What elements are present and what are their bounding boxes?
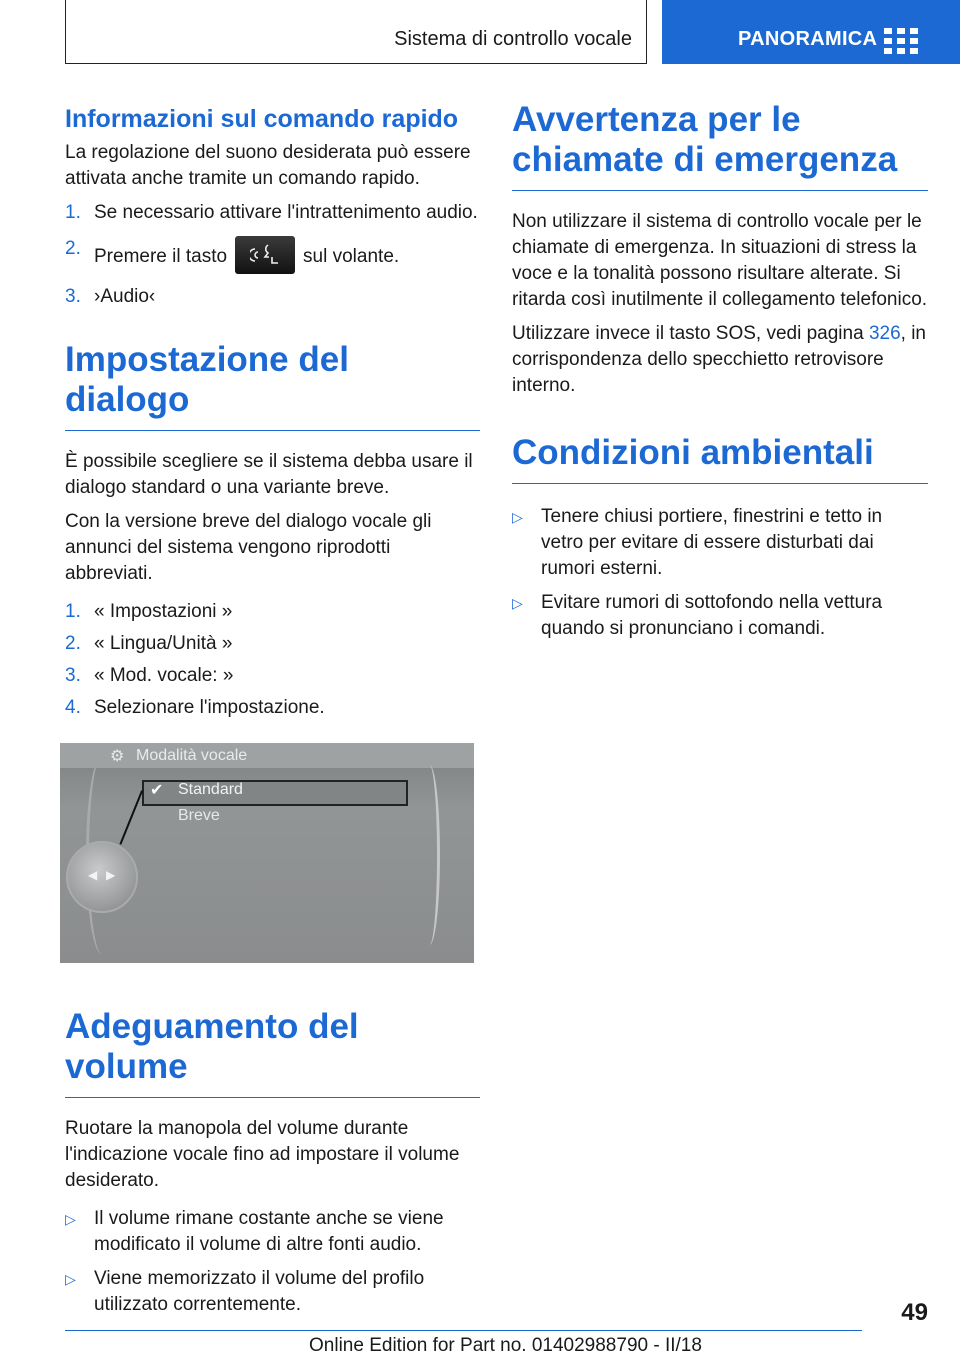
step-number: 3. (65, 286, 81, 307)
right-column (512, 100, 928, 650)
quick-command-intro: La regolazione del suono desiderata può essere attivata anche tramite un comando rapido. (65, 142, 471, 189)
footer-divider (65, 1330, 862, 1331)
list-item (65, 200, 480, 226)
step-number: 3. (65, 665, 81, 686)
volume-heading: Adeguamento del volume (65, 1007, 480, 1098)
step-text: ›Audio‹ (94, 286, 156, 307)
screen-title: Modalità vocale (136, 747, 248, 764)
step-number: 1. (65, 202, 81, 223)
footer-edition-text: Online Edition for Part no. 01402988790 - II/18 (309, 1335, 702, 1356)
page-link-326[interactable]: 326 (868, 323, 901, 344)
quick-command-steps (65, 200, 480, 310)
step-text: sul volante. (303, 246, 400, 267)
section-title: Sistema di controllo vocale (394, 28, 632, 50)
step-text: Se necessario attivare l'intrattenimento audio. (94, 202, 478, 223)
quick-command-heading: Informazioni sul comando rapido (65, 105, 459, 133)
chapter-nav-button[interactable] (662, 0, 960, 64)
right-arrow-icon: ▶ (106, 868, 116, 882)
list-item (65, 284, 480, 310)
pointer-line (119, 790, 143, 845)
list-item (65, 1266, 480, 1318)
volume-paragraph: Ruotare la manopola del volume durante l'indicazione vocale fino ad impostare il volume desiderato. (65, 1118, 460, 1191)
grid-menu-icon (884, 28, 918, 54)
checkmark-icon: ✔ (150, 782, 164, 799)
step-number: 2. (65, 238, 81, 259)
ambient-heading: Condizioni ambientali (512, 433, 928, 484)
step-number: 2. (65, 633, 81, 654)
triangle-bullet-icon: ▷ (512, 595, 523, 611)
triangle-bullet-icon: ▷ (512, 509, 523, 525)
left-column (65, 100, 480, 1326)
step-text: « Mod. vocale: » (94, 665, 234, 686)
volume-bullets (65, 1206, 480, 1318)
bullet-text: Tenere chiusi portiere, finestrini e tetto in vetro per evitare di essere disturbati dai rumori esterni. (541, 506, 883, 579)
list-item (512, 504, 928, 582)
gear-icon: ⚙ (110, 748, 125, 765)
step-text: « Impostazioni » (94, 601, 233, 622)
list-item (65, 631, 480, 657)
step-number: 1. (65, 601, 81, 622)
list-item (65, 599, 480, 625)
text-after-link: , in corrispondenza dello specchietto retrovisore interno. (512, 323, 927, 396)
list-item (65, 1206, 480, 1258)
emergency-paragraph-2 (512, 321, 928, 399)
step-text: « Lingua/Unità » (94, 633, 233, 654)
triangle-bullet-icon: ▷ (65, 1271, 76, 1287)
text-before-link: Utilizzare invece il tasto SOS, vedi pagina (512, 323, 864, 344)
emergency-paragraph-1: Non utilizzare il sistema di controllo vocale per le chiamate di emergenza. In situazioni di stress la voce e la tonalità possono risultare alterate. Si ritarda così inutilmente il collegamento telefonico. (512, 211, 928, 310)
scrollbar-arc (419, 765, 440, 945)
bullet-text: Evitare rumori di sottofondo nella vettura quando si pronunciano i comandi. (541, 592, 883, 639)
dialog-steps (65, 599, 480, 721)
triangle-bullet-icon: ▷ (65, 1211, 76, 1227)
voice-command-key-icon (235, 236, 295, 274)
chapter-label: PANORAMICA (738, 28, 878, 50)
menu-option-standard: Standard (178, 781, 243, 798)
menu-option-breve: Breve (178, 807, 220, 824)
left-arrow-icon: ◀ (88, 868, 98, 882)
header-section-tab (65, 0, 647, 64)
list-item (65, 236, 480, 274)
step-number: 4. (65, 697, 81, 718)
emergency-heading: Avvertenza per le chiamate di emergenza (512, 100, 928, 191)
list-item (65, 663, 480, 689)
dialog-paragraph-1: È possibile scegliere se il sistema debba usare il dialogo standard o una variante breve. (65, 451, 473, 498)
bullet-text: Il volume rimane costante anche se viene modificato il volume di altre fonti audio. (94, 1208, 444, 1255)
list-item (512, 590, 928, 642)
controller-knob-icon (66, 841, 138, 913)
step-text: Premere il tasto (94, 246, 228, 267)
dialog-settings-heading: Impostazione del dialogo (65, 340, 480, 431)
voice-mode-screen-image (60, 743, 474, 963)
page-number: 49 (901, 1299, 928, 1326)
bullet-text: Viene memorizzato il volume del profilo utilizzato correntemente. (94, 1268, 425, 1315)
step-text: Selezionare l'impostazione. (94, 697, 325, 718)
dialog-paragraph-2: Con la versione breve del dialogo vocale gli annunci del sistema vengono riprodotti abbreviati. (65, 511, 432, 584)
list-item (65, 695, 480, 721)
ambient-bullets (512, 504, 928, 642)
